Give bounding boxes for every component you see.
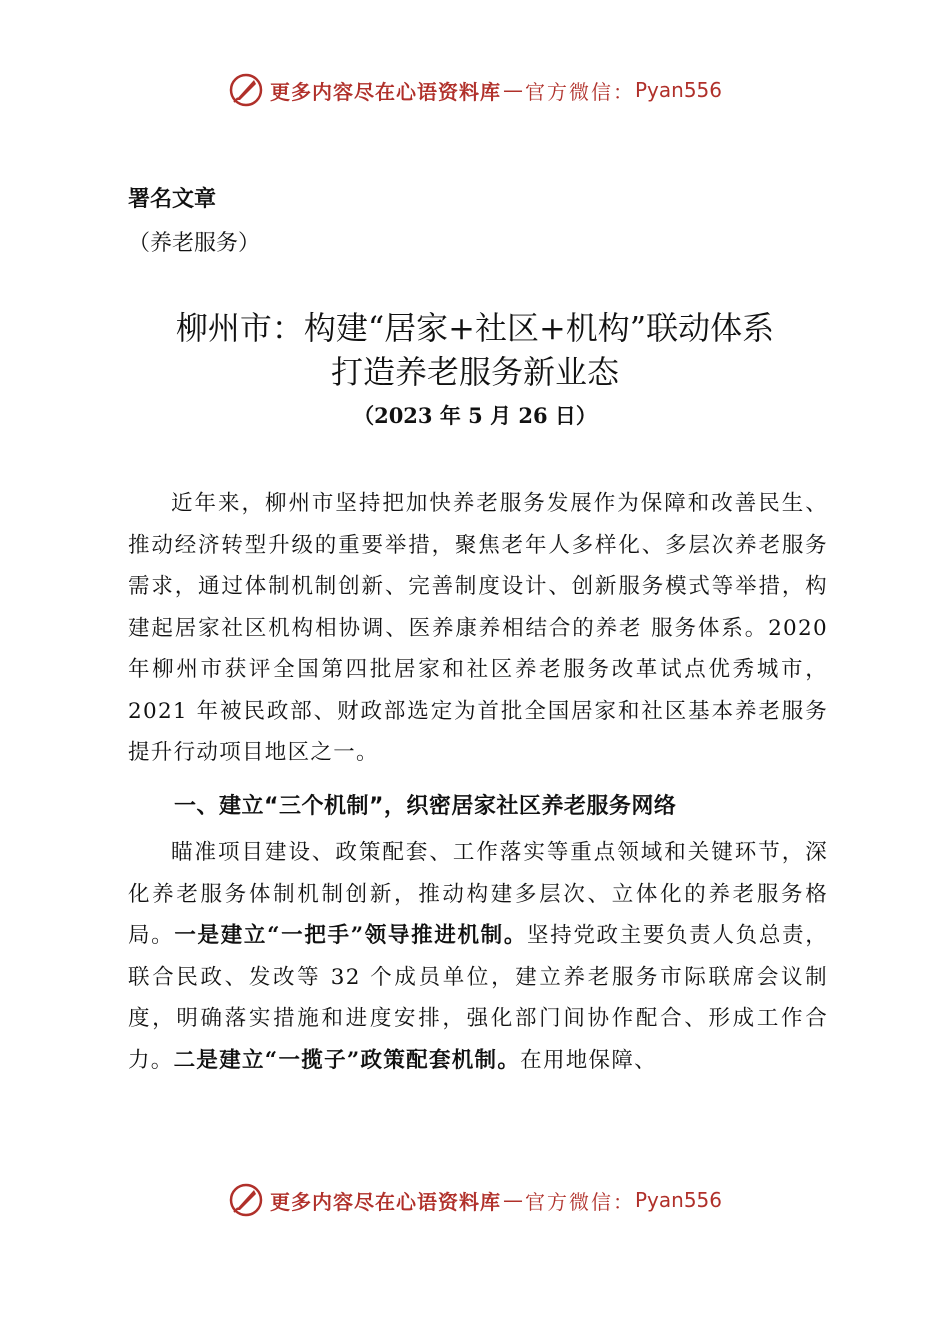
section1-paragraph	[128, 832, 828, 1081]
article-label: 署名文章	[128, 187, 217, 212]
section1-bold-b: 二是建立“一揽子”政策配套机制。	[173, 1047, 521, 1073]
watermark-separator: —	[502, 78, 523, 102]
section1-bold-a: 一是建立“一把手”领导推进机制。	[174, 923, 528, 948]
watermark-wechat-id: Pyan556	[634, 1188, 722, 1212]
document-title-line1: 柳州市：构建“居家+社区+机构”联动体系	[175, 309, 775, 347]
watermark-wechat-id: Pyan556	[634, 78, 722, 102]
article-category: （养老服务）	[128, 231, 261, 256]
section-heading-1: 一、建立“三个机制”，织密居家社区养老服务网络	[174, 794, 677, 819]
section1-text-c: 在用地保障、	[520, 1047, 657, 1073]
document-date: （2023 年 5 月 26 日）	[353, 403, 597, 428]
intro-paragraph: 近年来，柳州市坚持把加快养老服务发展作为保障和改善民生、推动经济转型升级的重要举措，聚焦老年人多样化、多层次养老服务需求，通过体制机制创新、完善制度设计、创新服务模式等举措，构建起居家社区机构相协调、医养康养相结合的养老 服务体系。2020 年柳州市获评全国第四批居家和社区养老服务改革试点优秀城市，2021 年被民政部、财政部选定为首批全国居家和社区基本养老服务提升行动项目地区之一。	[128, 491, 828, 765]
watermark-banner-bottom	[0, 1182, 950, 1218]
watermark-contact-label: 官方微信：	[524, 79, 635, 104]
watermark-contact-label: 官方微信：	[524, 1189, 635, 1214]
section1-text-b: 坚持党政主要负责人负总责，联合民政、发改等 32 个成员单位，建立养老服务市际联席会议制度，明确落实措施和进度安排，强化部门间协作配合、形成工作合力。	[128, 923, 828, 1073]
watermark-brand: 更多内容尽在心语资料库	[269, 1189, 501, 1214]
quill-logo-icon	[228, 1182, 264, 1218]
document-title-line2: 打造养老服务新业态	[330, 353, 619, 391]
section1-text-a: 瞄准项目建设、政策配套、工作落实等重点领域和关键环节，深化养老服务体制机制创新，推动构建多层次、立体化的养老服务格局。	[128, 840, 828, 948]
watermark-separator: —	[502, 1188, 523, 1212]
watermark-banner-top	[0, 72, 950, 108]
watermark-brand: 更多内容尽在心语资料库	[269, 79, 501, 104]
quill-logo-icon	[228, 72, 264, 108]
